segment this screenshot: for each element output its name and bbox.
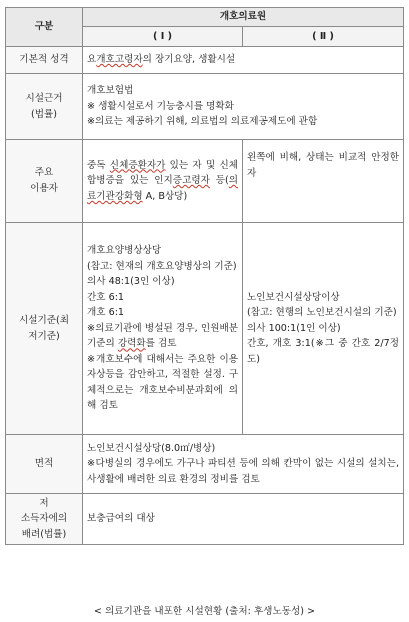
col2-header: ( Ⅱ ): [243, 27, 404, 47]
law-text: 개호보험법 ※ 생활시설로서 기능충시를 명확화 ※의료는 제공하기 위해, 의료법의 의료제공제도에 관함: [83, 74, 404, 140]
row-standard: [6, 223, 404, 435]
users-col2: 왼쪽에 비해, 상태는 비교적 안정한 자: [243, 140, 404, 223]
users-col1: 중독 신체증환자가 있는 자 및 신체 합병증을 있는 인지증고령자 등(의료기관강화형 A, B상당): [83, 140, 243, 223]
col1-header: ( Ⅰ ): [83, 27, 243, 47]
area-text: 노인보건시설상당(8.0㎡/병상) ※다병실의 경우에도 가구나 파티션 등에 의해 칸막이 없는 시설의 설치는, 사생활에 배려한 의료 환경의 정비를 검토: [83, 435, 404, 494]
group-header: 개호의료원: [83, 8, 404, 27]
users-label: 주요 이용자: [6, 140, 83, 223]
lowincome-text: 보충급여의 대상: [83, 494, 404, 545]
area-label: 면적: [6, 435, 83, 494]
standard-label: 시설기준(최 저기준): [6, 223, 83, 435]
standard-col2: 노인보건시설상당이상 (참고: 현행의 노인보건시설의 기준) 의사 100:1(1인 이상) 간호, 개호 3:1(※그 중 간호 2/7정도): [243, 223, 404, 435]
row-lowincome: [6, 494, 404, 545]
row-area: [6, 435, 404, 494]
header-row: [6, 8, 404, 27]
basic-label: 기본적 성격: [6, 47, 83, 74]
standard-col1: 개호요양병상상당 (참고: 현재의 개호요양병상의 기준) 의사 48:1(3인 이상) 간호 6:1 개호 6:1 ※의료기관에 병설된 경우, 인원배분기준의 강력화를 검토 ※개호보수에 대해서는 주요한 이용자상등을 감안하고, 적절한 설정. 구체적으로는 개호보수비분과회에 의해 검토: [83, 223, 243, 435]
facility-comparison-table: [5, 7, 404, 545]
row-basic: [6, 47, 404, 74]
row-law: [6, 74, 404, 140]
basic-text: 요개호고령자의 장기요양, 생활시설: [83, 47, 404, 74]
category-header: 구분: [6, 8, 83, 47]
lowincome-label: 저 소득자에의 배려(법률): [6, 494, 83, 545]
row-users: [6, 140, 404, 223]
law-label: 시설근거 (법률): [6, 74, 83, 140]
table-caption: < 의료기관을 내포한 시설현황 (출처: 후생노동성) >: [93, 606, 316, 617]
